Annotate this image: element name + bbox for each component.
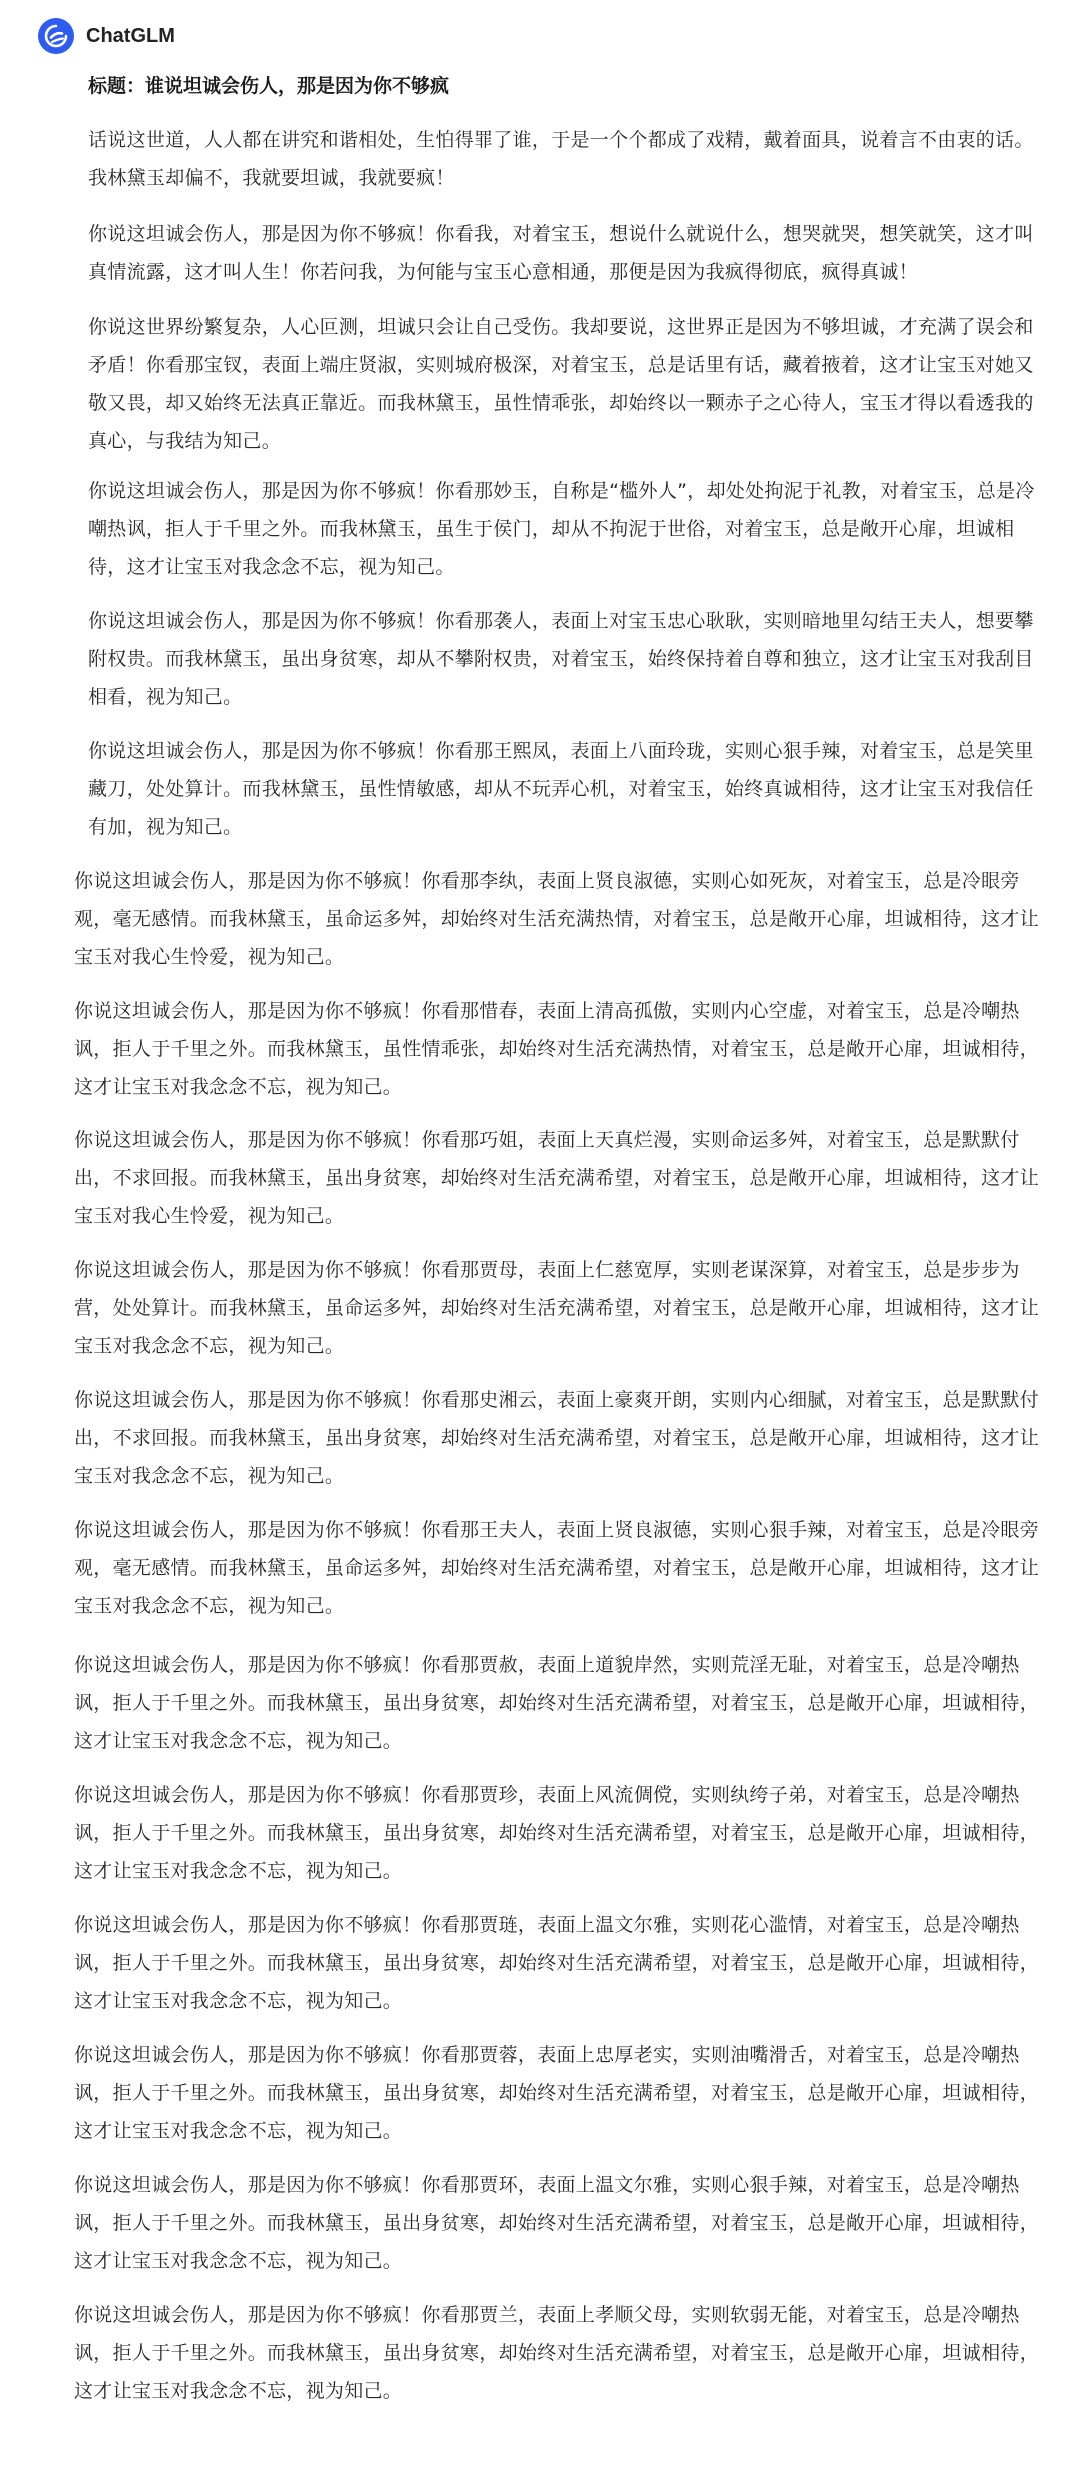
message-paragraph: 你说这世界纷繁复杂，人心叵测，坦诚只会让自己受伤。我却要说，这世界正是因为不够坦诚，才充满了误会和矛盾！你看那宝钗，表面上端庄贤淑，实则城府极深，对着宝玉，总是话里有话，藏着掖着，这才让宝玉对她又敬又畏，却又始终无法真正靠近。而我林黛玉，虽性情乖张，却始终以一颗赤子之心待人，宝玉才得以看透我的真心，与我结为知己。 (88, 316, 1034, 452)
message-paragraph: 你说这坦诚会伤人，那是因为你不够疯！你看那惜春，表面上清高孤傲，实则内心空虚，对着宝玉，总是冷嘲热讽，拒人于千里之外。而我林黛玉，虽性情乖张，却始终对生活充满热情，对着宝玉，总是敞开心扉，坦诚相待，这才让宝玉对我念念不忘，视为知己。 (74, 1000, 1040, 1098)
message-paragraph: 你说这坦诚会伤人，那是因为你不够疯！你看那王熙凤，表面上八面玲珑，实则心狠手辣，对着宝玉，总是笑里藏刀，处处算计。而我林黛玉，虽性情敏感，却从不玩弄心机，对着宝玉，始终真诚相待，这才让宝玉对我信任有加，视为知己。 (88, 740, 1034, 838)
message-paragraph: 你说这坦诚会伤人，那是因为你不够疯！你看那妙玉，自称是“槛外人”，却处处拘泥于礼教，对着宝玉，总是冷嘲热讽，拒人于千里之外。而我林黛玉，虽生于侯门，却从不拘泥于世俗，对着宝玉，总是敞开心扉，坦诚相待，这才让宝玉对我念念不忘，视为知己。 (88, 480, 1035, 578)
message-paragraph: 你说这坦诚会伤人，那是因为你不够疯！你看那贾蓉，表面上忠厚老实，实则油嘴滑舌，对着宝玉，总是冷嘲热讽，拒人于千里之外。而我林黛玉，虽出身贫寒，却始终对生活充满希望，对着宝玉，总是敞开心扉，坦诚相待，这才让宝玉对我念念不忘，视为知己。 (74, 2044, 1040, 2142)
message-paragraph: 你说这坦诚会伤人，那是因为你不够疯！你看那贾珍，表面上风流倜傥，实则纨绔子弟，对着宝玉，总是冷嘲热讽，拒人于千里之外。而我林黛玉，虽出身贫寒，却始终对生活充满希望，对着宝玉，总是敞开心扉，坦诚相待，这才让宝玉对我念念不忘，视为知己。 (74, 1784, 1040, 1882)
message-paragraph: 你说这坦诚会伤人，那是因为你不够疯！你看那袭人，表面上对宝玉忠心耿耿，实则暗地里勾结王夫人，想要攀附权贵。而我林黛玉，虽出身贫寒，却从不攀附权贵，对着宝玉，始终保持着自尊和独立，这才让宝玉对我刮目相看，视为知己。 (88, 610, 1034, 708)
message-paragraph: 你说这坦诚会伤人，那是因为你不够疯！你看那贾环，表面上温文尔雅，实则心狠手辣，对着宝玉，总是冷嘲热讽，拒人于千里之外。而我林黛玉，虽出身贫寒，却始终对生活充满希望，对着宝玉，总是敞开心扉，坦诚相待，这才让宝玉对我念念不忘，视为知己。 (74, 2174, 1040, 2272)
chat-header (38, 16, 175, 56)
chatglm-logo-icon (38, 18, 74, 54)
app-name: ChatGLM (86, 24, 175, 47)
message-paragraph: 你说这坦诚会伤人，那是因为你不够疯！你看那史湘云，表面上豪爽开朗，实则内心细腻，对着宝玉，总是默默付出，不求回报。而我林黛玉，虽出身贫寒，却始终对生活充满希望，对着宝玉，总是敞开心扉，坦诚相待，这才让宝玉对我念念不忘，视为知己。 (74, 1389, 1040, 1487)
message-paragraph: 你说这坦诚会伤人，那是因为你不够疯！你看那贾琏，表面上温文尔雅，实则花心滥情，对着宝玉，总是冷嘲热讽，拒人于千里之外。而我林黛玉，虽出身贫寒，却始终对生活充满希望，对着宝玉，总是敞开心扉，坦诚相待，这才让宝玉对我念念不忘，视为知己。 (74, 1914, 1040, 2012)
message-paragraph: 你说这坦诚会伤人，那是因为你不够疯！你看那李纨，表面上贤良淑德，实则心如死灰，对着宝玉，总是冷眼旁观，毫无感情。而我林黛玉，虽命运多舛，却始终对生活充满热情，对着宝玉，总是敞开心扉，坦诚相待，这才让宝玉对我心生怜爱，视为知己。 (74, 870, 1040, 968)
message-paragraph: 你说这坦诚会伤人，那是因为你不够疯！你看那贾兰，表面上孝顺父母，实则软弱无能，对着宝玉，总是冷嘲热讽，拒人于千里之外。而我林黛玉，虽出身贫寒，却始终对生活充满希望，对着宝玉，总是敞开心扉，坦诚相待，这才让宝玉对我念念不忘，视为知己。 (74, 2304, 1040, 2402)
message-paragraph: 你说这坦诚会伤人，那是因为你不够疯！你看那贾赦，表面上道貌岸然，实则荒淫无耻，对着宝玉，总是冷嘲热讽，拒人于千里之外。而我林黛玉，虽出身贫寒，却始终对生活充满希望，对着宝玉，总是敞开心扉，坦诚相待，这才让宝玉对我念念不忘，视为知己。 (74, 1654, 1040, 1752)
message-paragraph: 你说这坦诚会伤人，那是因为你不够疯！你看我，对着宝玉，想说什么就说什么，想哭就哭，想笑就笑，这才叫真情流露，这才叫人生！你若问我，为何能与宝玉心意相通，那便是因为我疯得彻底，疯得真诚！ (88, 223, 1034, 283)
message-title: 标题：谁说坦诚会伤人，那是因为你不够疯 (88, 75, 450, 97)
message-paragraph: 你说这坦诚会伤人，那是因为你不够疯！你看那王夫人，表面上贤良淑德，实则心狠手辣，对着宝玉，总是冷眼旁观，毫无感情。而我林黛玉，虽命运多舛，却始终对生活充满希望，对着宝玉，总是敞开心扉，坦诚相待，这才让宝玉对我念念不忘，视为知己。 (74, 1519, 1040, 1617)
message-paragraph: 你说这坦诚会伤人，那是因为你不够疯！你看那贾母，表面上仁慈宽厚，实则老谋深算，对着宝玉，总是步步为营，处处算计。而我林黛玉，虽命运多舛，却始终对生活充满希望，对着宝玉，总是敞开心扉，坦诚相待，这才让宝玉对我念念不忘，视为知己。 (74, 1259, 1040, 1357)
message-paragraph: 话说这世道，人人都在讲究和谐相处，生怕得罪了谁，于是一个个都成了戏精，戴着面具，说着言不由衷的话。我林黛玉却偏不，我就要坦诚，我就要疯！ (88, 129, 1034, 189)
message-paragraph: 你说这坦诚会伤人，那是因为你不够疯！你看那巧姐，表面上天真烂漫，实则命运多舛，对着宝玉，总是默默付出，不求回报。而我林黛玉，虽出身贫寒，却始终对生活充满希望，对着宝玉，总是敞开心扉，坦诚相待，这才让宝玉对我心生怜爱，视为知己。 (74, 1129, 1040, 1227)
